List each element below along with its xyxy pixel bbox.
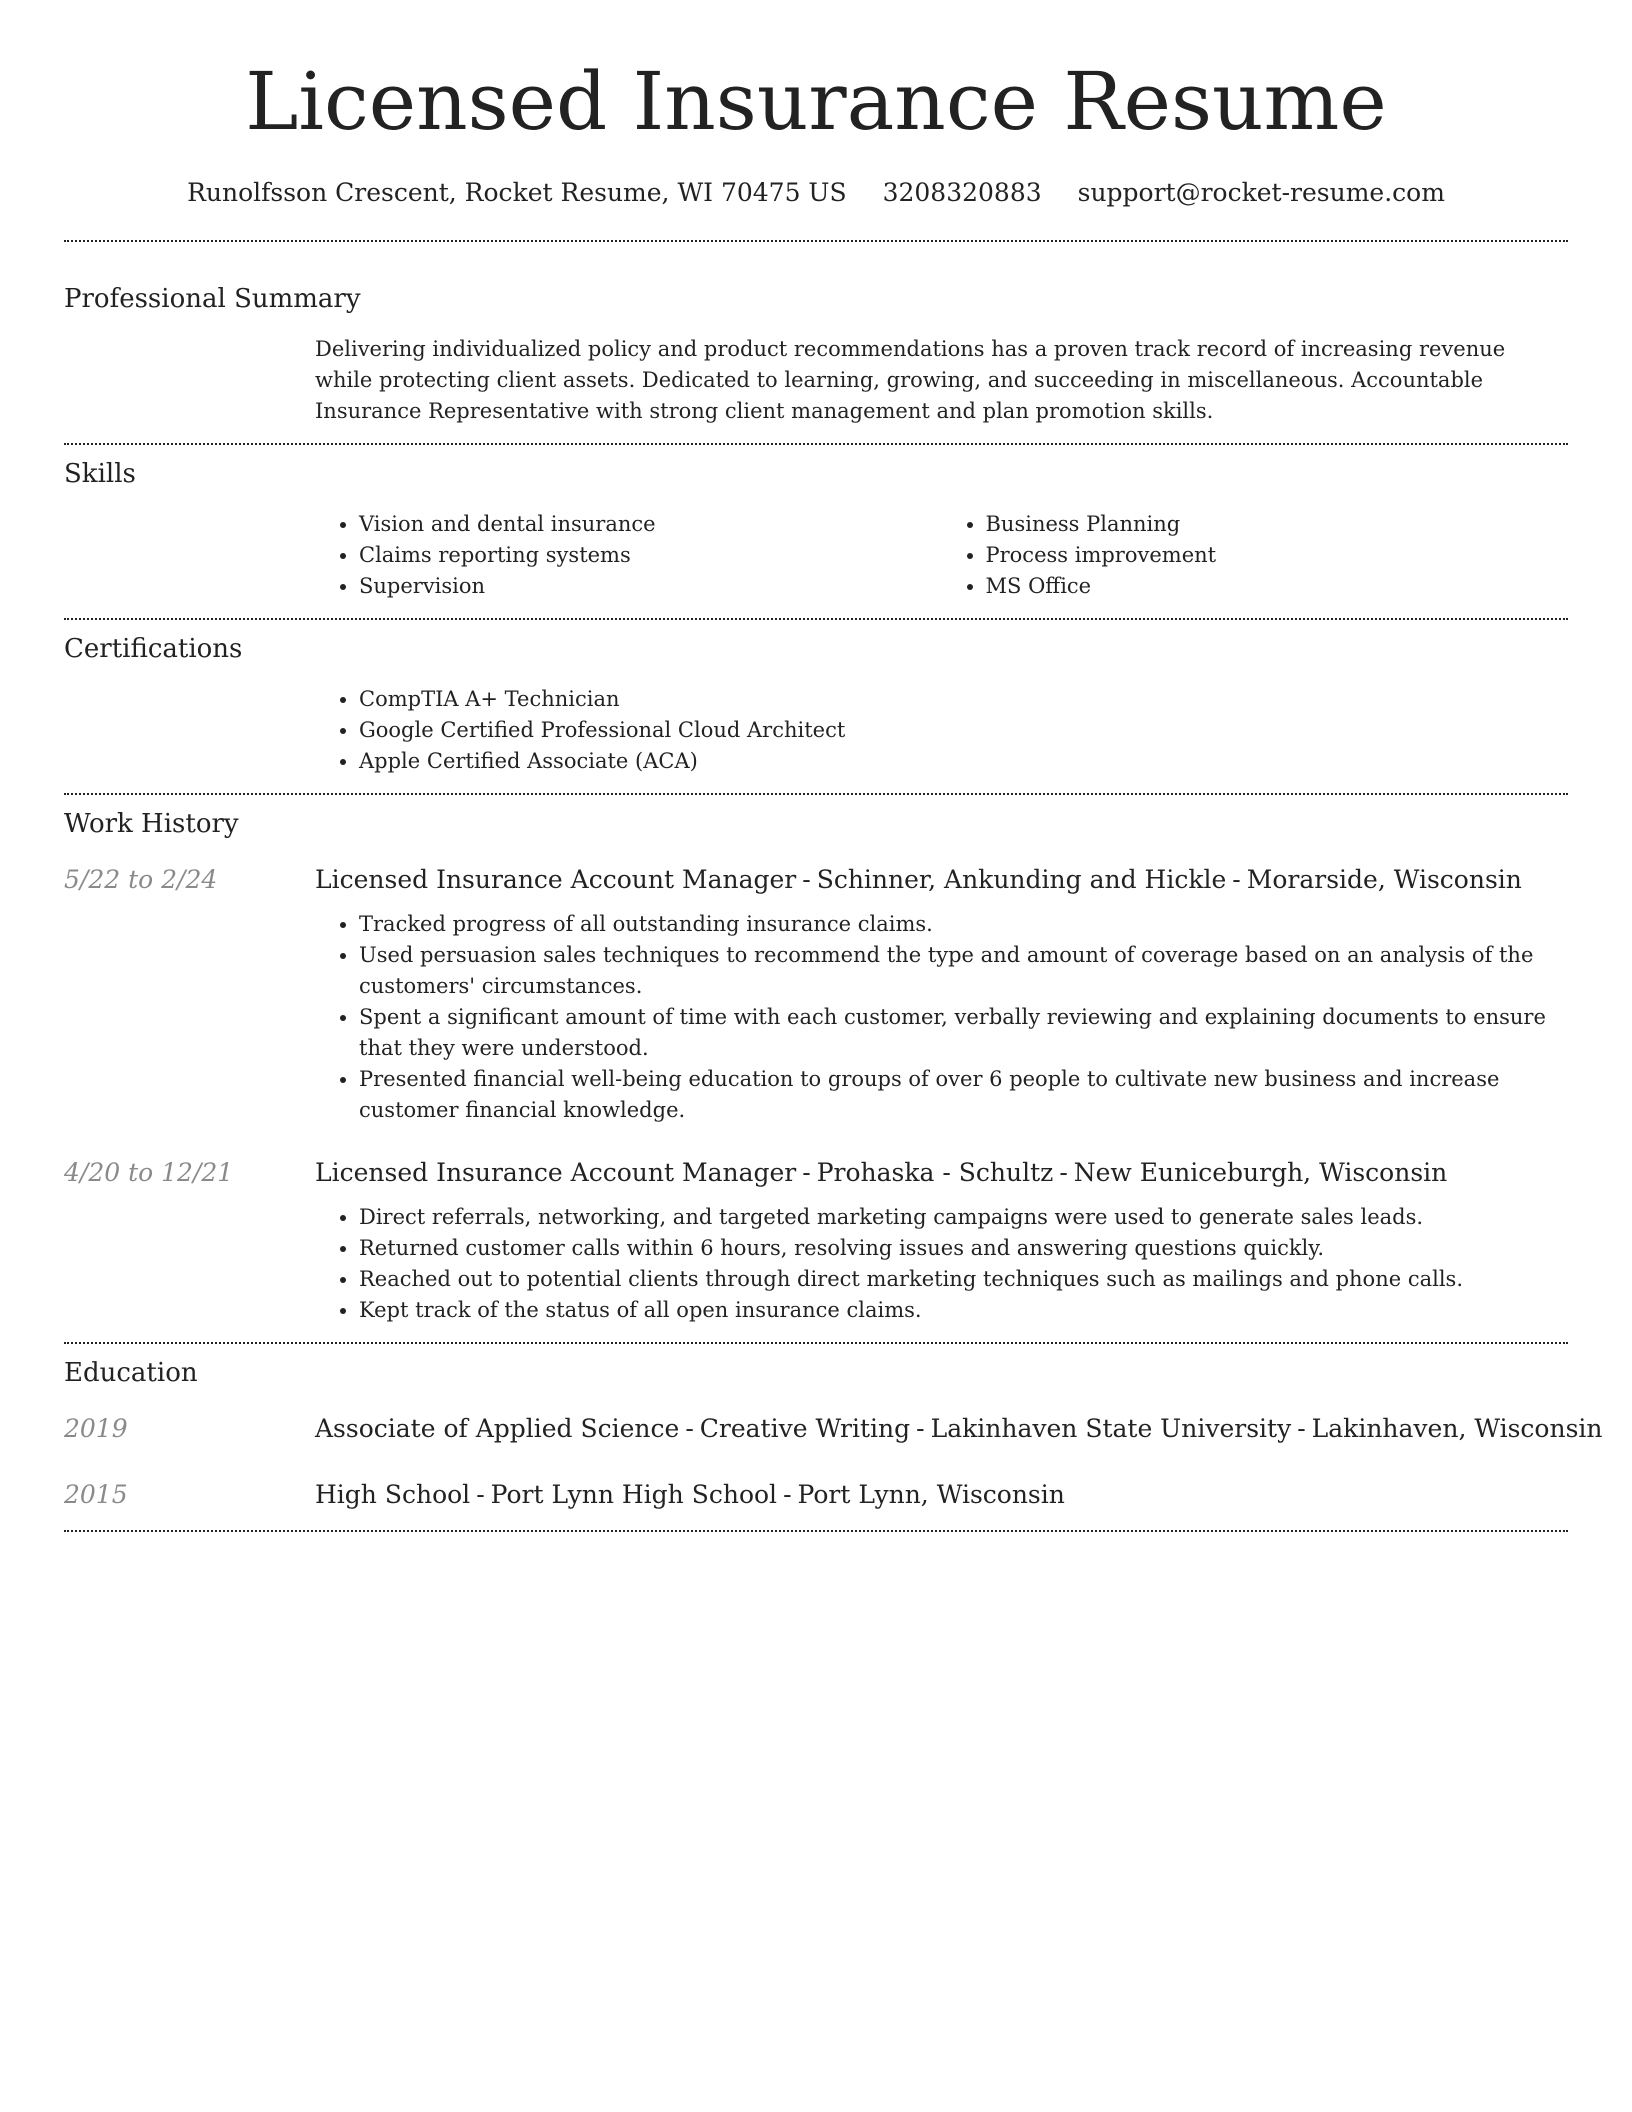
- education-heading: Education: [64, 1358, 198, 1388]
- education-heading-line: [315, 1478, 1065, 1512]
- education-degree: High School: [315, 1480, 471, 1509]
- skills-section: [64, 457, 1568, 618]
- divider: [64, 240, 1568, 242]
- skill-item: • Supervision: [359, 571, 942, 602]
- contact-phone: 3208320883: [882, 178, 1042, 207]
- skills-heading: Skills: [64, 459, 136, 489]
- divider: [64, 443, 1568, 445]
- job-title: Licensed Insurance Account Manager: [315, 1158, 797, 1187]
- contact-address: Runolfsson Crescent, Rocket Resume, WI 70475 US: [187, 178, 847, 207]
- contact-line: [64, 176, 1568, 210]
- job-company: Schinner, Ankunding and Hickle: [816, 865, 1227, 894]
- job-bullet: • Used persuasion sales techniques to recommend the type and amount of coverage based on an analysis of the customers' circumstances.: [359, 940, 1568, 1002]
- education-year: 2019: [64, 1414, 128, 1443]
- job-bullets: [315, 909, 1568, 1126]
- job-entry: [64, 1156, 1568, 1342]
- skills-grid: [315, 509, 1568, 618]
- summary-heading: Professional Summary: [64, 284, 361, 314]
- job-bullet-list: [315, 1202, 1568, 1326]
- job-bullet: • Kept track of the status of all open insurance claims.: [359, 1295, 1568, 1326]
- certifications-list: [315, 684, 1568, 777]
- separator: -: [476, 1480, 485, 1509]
- education-field: Creative Writing: [699, 1414, 911, 1443]
- education-section: [64, 1356, 1603, 1530]
- education-school: Lakinhaven State University: [930, 1414, 1292, 1443]
- resume-title: Licensed Insurance Resume: [245, 55, 1387, 148]
- education-entry: [64, 1478, 1568, 1530]
- certifications-body: [315, 684, 1568, 793]
- summary-text: Delivering individualized policy and product recommendations has a proven track record of increasing revenue while protecting client assets. Dedicated to learning, growing, and succeeding in miscellaneous. Accountable Insurance Representative with strong client management and plan promotion skills.: [315, 337, 1506, 423]
- job-header: [64, 863, 1568, 897]
- separator: -: [685, 1414, 694, 1443]
- certification-item: • Google Certified Professional Cloud Architect: [359, 715, 1568, 746]
- education-location: Lakinhaven, Wisconsin: [1311, 1414, 1603, 1443]
- skill-item: • Claims reporting systems: [359, 540, 942, 571]
- separator: -: [783, 1480, 792, 1509]
- certification-item: • CompTIA A+ Technician: [359, 684, 1568, 715]
- skills-list-right: [942, 509, 1569, 602]
- divider: [64, 618, 1568, 620]
- job-location: Morarside, Wisconsin: [1246, 865, 1522, 894]
- job-heading: [315, 863, 1522, 897]
- job-location: New Euniceburgh, Wisconsin: [1073, 1158, 1448, 1187]
- job-heading: [315, 1156, 1447, 1190]
- education-year: 2015: [64, 1480, 128, 1509]
- divider: [64, 1530, 1568, 1532]
- education-location: Port Lynn, Wisconsin: [797, 1480, 1065, 1509]
- certifications-heading: Certifications: [64, 634, 243, 664]
- divider: [64, 793, 1568, 795]
- job-dates: 5/22 to 2/24: [64, 865, 218, 894]
- education-heading-line: [315, 1412, 1603, 1446]
- separator: -: [802, 1158, 811, 1187]
- job-title: Licensed Insurance Account Manager: [315, 865, 797, 894]
- education-degree: Associate of Applied Science: [315, 1414, 680, 1443]
- certification-item: • Apple Certified Associate (ACA): [359, 746, 1568, 777]
- education-entry: [64, 1412, 1603, 1446]
- job-dates: 4/20 to 12/21: [64, 1158, 234, 1187]
- skill-item: • Process improvement: [986, 540, 1569, 571]
- skill-item: • MS Office: [986, 571, 1569, 602]
- work-section: [64, 807, 1568, 1342]
- job-company: Prohaska - Schultz: [816, 1158, 1054, 1187]
- separator: -: [802, 865, 811, 894]
- summary-section: [64, 282, 1568, 443]
- job-bullet: • Presented financial well-being education to groups of over 6 people to cultivate new business and increase customer financial knowledge.: [359, 1064, 1568, 1126]
- job-entry: [64, 863, 1568, 1126]
- job-bullet: • Reached out to potential clients through direct marketing techniques such as mailings and phone calls.: [359, 1264, 1568, 1295]
- job-bullet-list: [315, 909, 1568, 1126]
- education-school: Port Lynn High School: [490, 1480, 778, 1509]
- separator: -: [1297, 1414, 1306, 1443]
- separator: -: [1232, 865, 1241, 894]
- job-header: [64, 1156, 1568, 1190]
- work-heading: Work History: [64, 809, 239, 839]
- certifications-section: [64, 632, 1568, 793]
- job-bullet: • Spent a significant amount of time with each customer, verbally reviewing and explaining documents to ensure that they were understood.: [359, 1002, 1568, 1064]
- skills-list-left: [315, 509, 942, 602]
- job-bullet: • Returned customer calls within 6 hours, resolving issues and answering questions quickly.: [359, 1233, 1568, 1264]
- skill-item: • Vision and dental insurance: [359, 509, 942, 540]
- resume-page: [64, 0, 1603, 1532]
- separator: -: [1059, 1158, 1068, 1187]
- job-bullets: [315, 1202, 1568, 1342]
- job-bullet: • Tracked progress of all outstanding insurance claims.: [359, 909, 1568, 940]
- divider: [64, 1342, 1568, 1344]
- job-bullet: • Direct referrals, networking, and targeted marketing campaigns were used to generate sales leads.: [359, 1202, 1568, 1233]
- skill-item: • Business Planning: [986, 509, 1569, 540]
- contact-email: support@rocket-resume.com: [1077, 178, 1445, 207]
- separator: -: [916, 1414, 925, 1443]
